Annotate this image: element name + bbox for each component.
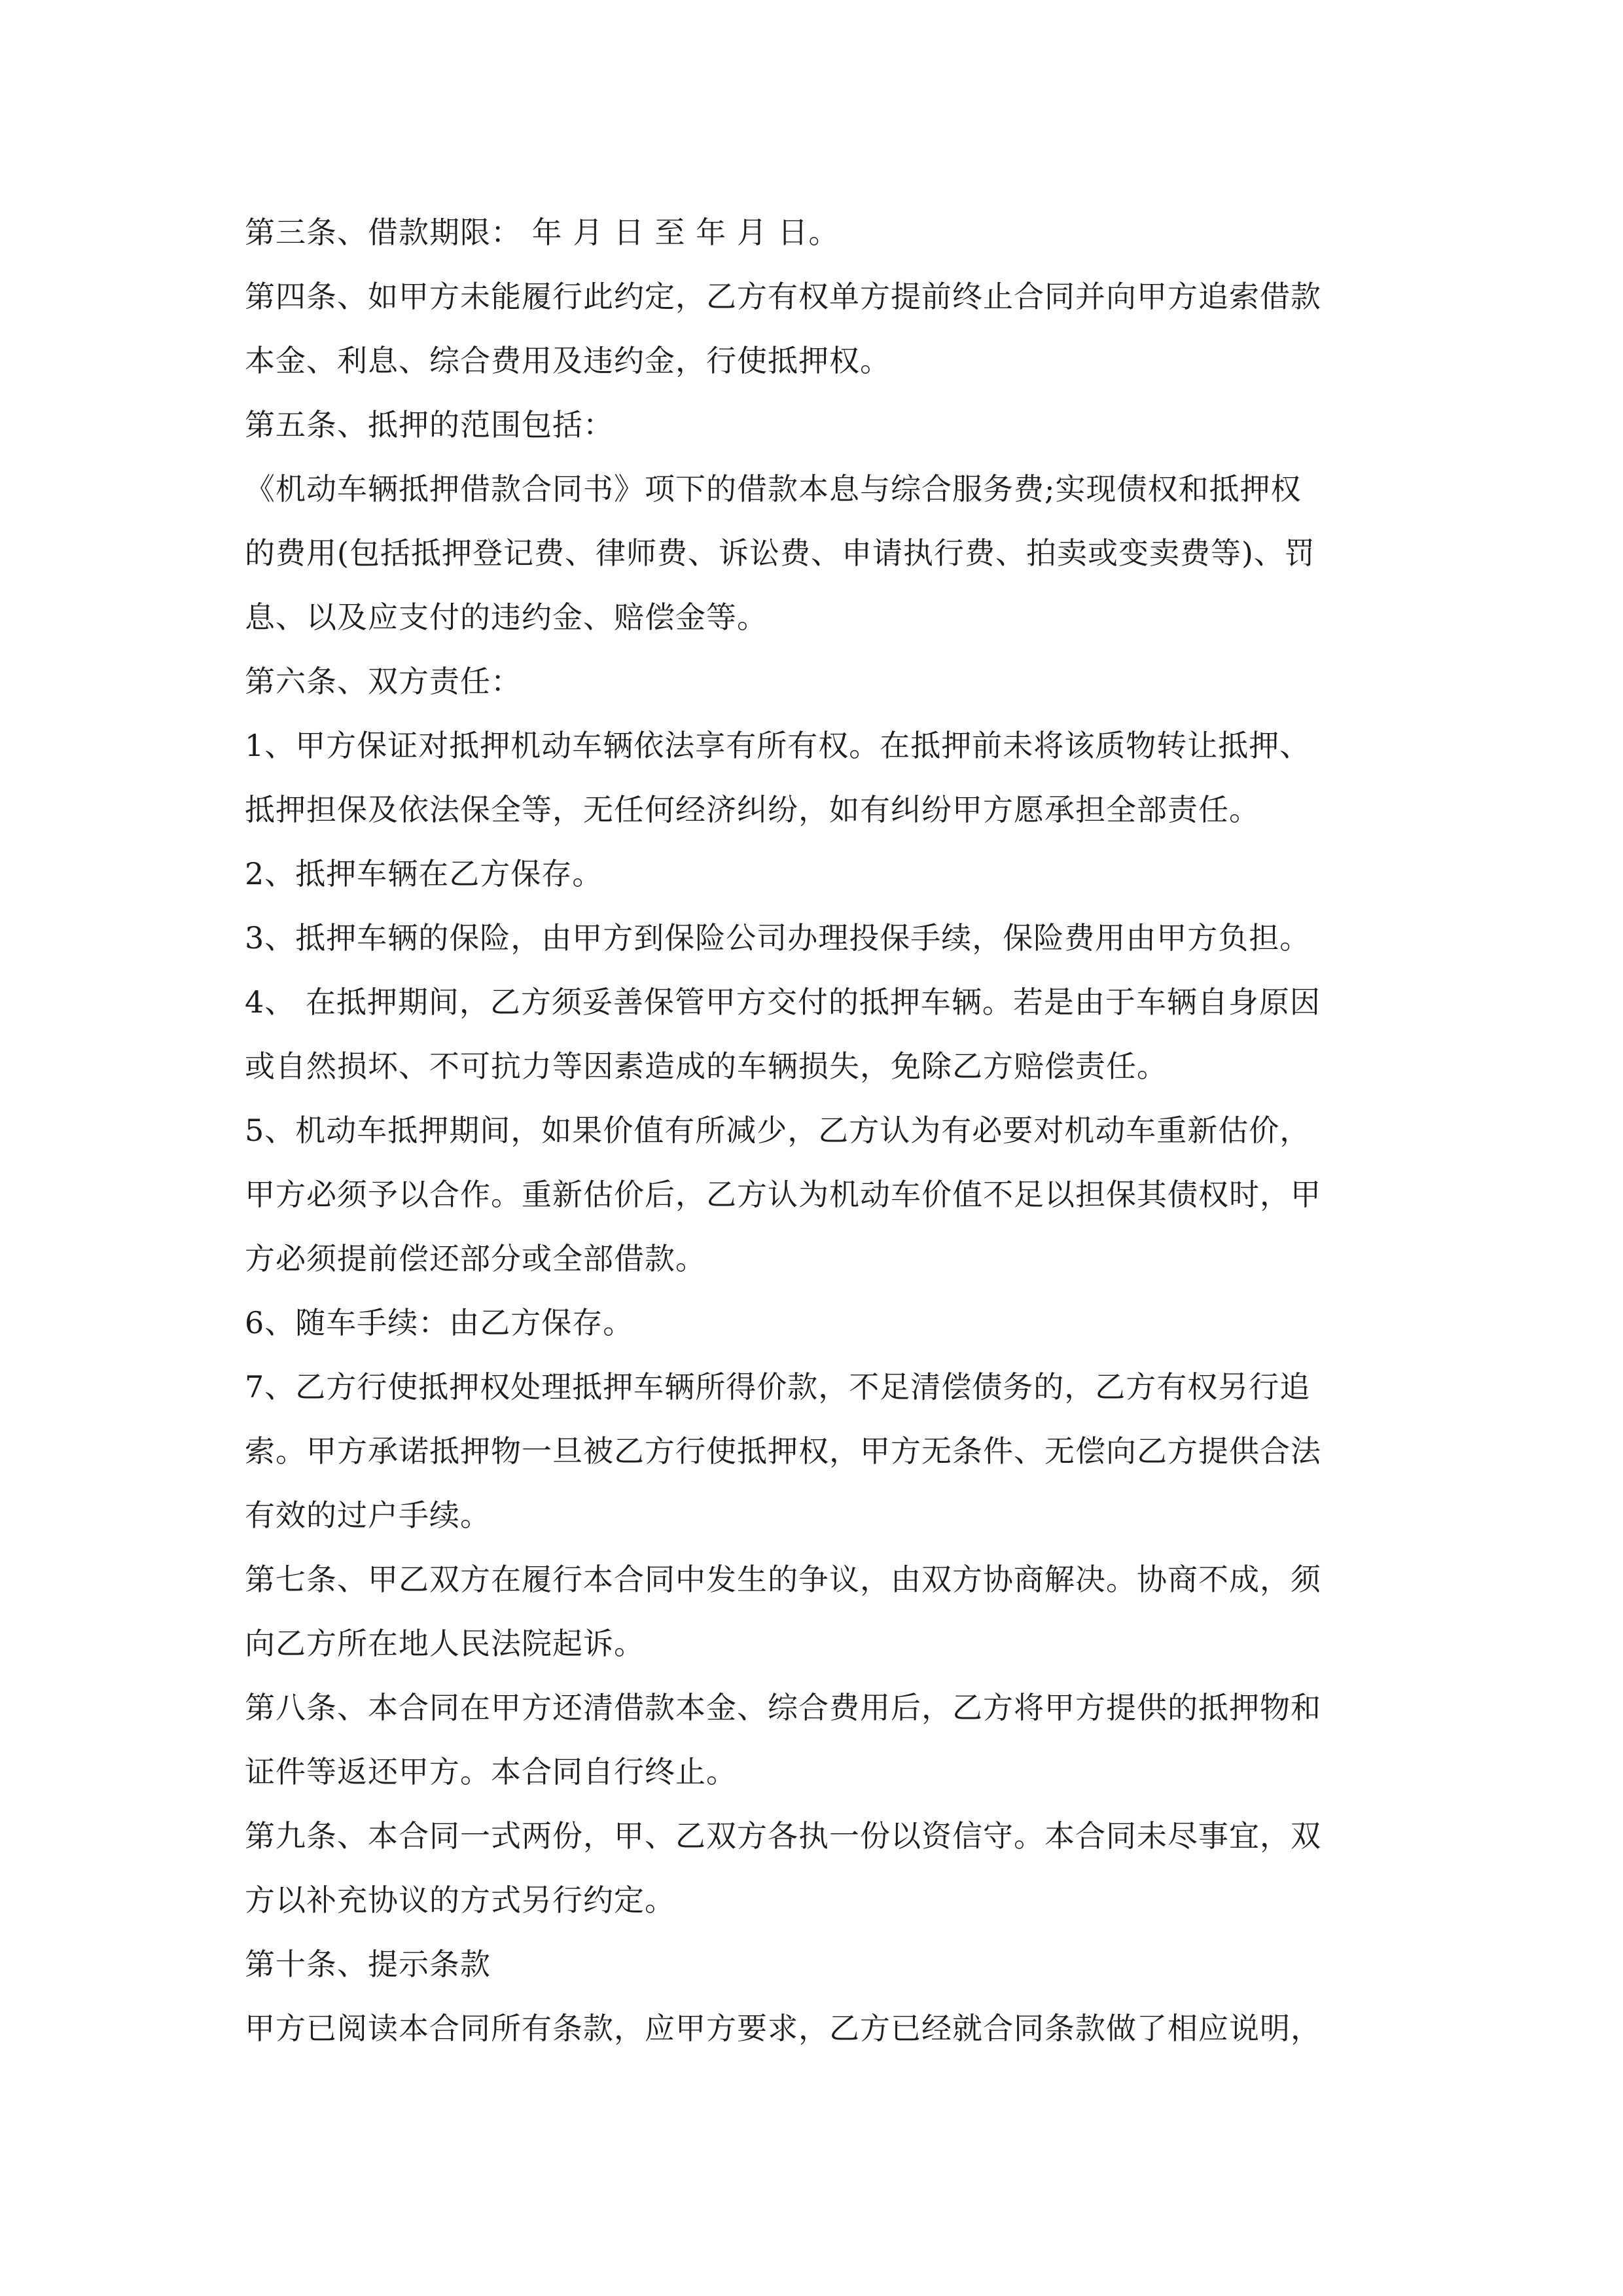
text-line: 证件等返还甲方。本合同自行终止。 [245,1754,737,1789]
text-line: 第四条、如甲方未能履行此约定，乙方有权单方提前终止合同并向甲方追索借款 [245,279,1321,314]
text-line: 3、抵押车辆的保险，由甲方到保险公司办理投保手续，保险费用由甲方负担。 [245,920,1311,956]
text-line: 4、 在抵押期间，乙方须妥善保管甲方交付的抵押车辆。若是由于车辆自身原因 [245,984,1321,1020]
text-line: 第三条、借款期限： 年 月 日 至 年 月 日。 [245,215,840,250]
text-line: 第六条、双方责任： [245,664,522,699]
text-line: 6、随车手续：由乙方保存。 [245,1305,634,1340]
text-line: 甲方已阅读本合同所有条款，应甲方要求，乙方已经就合同条款做了相应说明， [245,2011,1321,2046]
text-line: 索。甲方承诺抵押物一旦被乙方行使抵押权，甲方无条件、无偿向乙方提供合法 [245,1433,1321,1469]
text-line: 1、甲方保证对抵押机动车辆依法享有所有权。在抵押前未将该质物转让抵押、 [245,728,1311,763]
text-line: 2、抵押车辆在乙方保存。 [245,856,603,891]
text-line: 第十条、提示条款 [245,1946,491,1982]
text-line: 方必须提前偿还部分或全部借款。 [245,1241,706,1276]
text-line: 或自然损坏、不可抗力等因素造成的车辆损失，免除乙方赔偿责任。 [245,1049,1168,1084]
text-line: 有效的过户手续。 [245,1498,491,1533]
text-line: 7、乙方行使抵押权处理抵押车辆所得价款，不足清偿债务的，乙方有权另行追 [245,1369,1311,1405]
text-line: 本金、利息、综合费用及违约金，行使抵押权。 [245,343,891,378]
text-line: 第七条、甲乙双方在履行本合同中发生的争议，由双方协商解决。协商不成，须 [245,1562,1321,1597]
text-line: 5、机动车抵押期间，如果价值有所减少，乙方认为有必要对机动车重新估价， [245,1113,1311,1148]
text-line: 向乙方所在地人民法院起诉。 [245,1626,645,1661]
text-line: 的费用(包括抵押登记费、律师费、诉讼费、申请执行费、拍卖或变卖费等)、罚 [245,535,1315,571]
text-line: 第八条、本合同在甲方还清借款本金、综合费用后，乙方将甲方提供的抵押物和 [245,1690,1321,1725]
text-line: 方以补充协议的方式另行约定。 [245,1882,675,1918]
text-line: 抵押担保及依法保全等，无任何经济纠纷，如有纠纷甲方愿承担全部责任。 [245,792,1260,827]
text-line: 第五条、抵押的范围包括： [245,407,614,442]
contract-text [245,200,1427,2060]
text-line: 第九条、本合同一式两份，甲、乙双方各执一份以资信守。本合同未尽事宜，双 [245,1818,1321,1854]
text-line: 甲方必须予以合作。重新估价后，乙方认为机动车价值不足以担保其债权时，甲 [245,1177,1321,1212]
text-line: 息、以及应支付的违约金、赔偿金等。 [245,600,768,635]
text-line: 《机动车辆抵押借款合同书》项下的借款本息与综合服务费;实现债权和抵押权 [245,471,1302,507]
